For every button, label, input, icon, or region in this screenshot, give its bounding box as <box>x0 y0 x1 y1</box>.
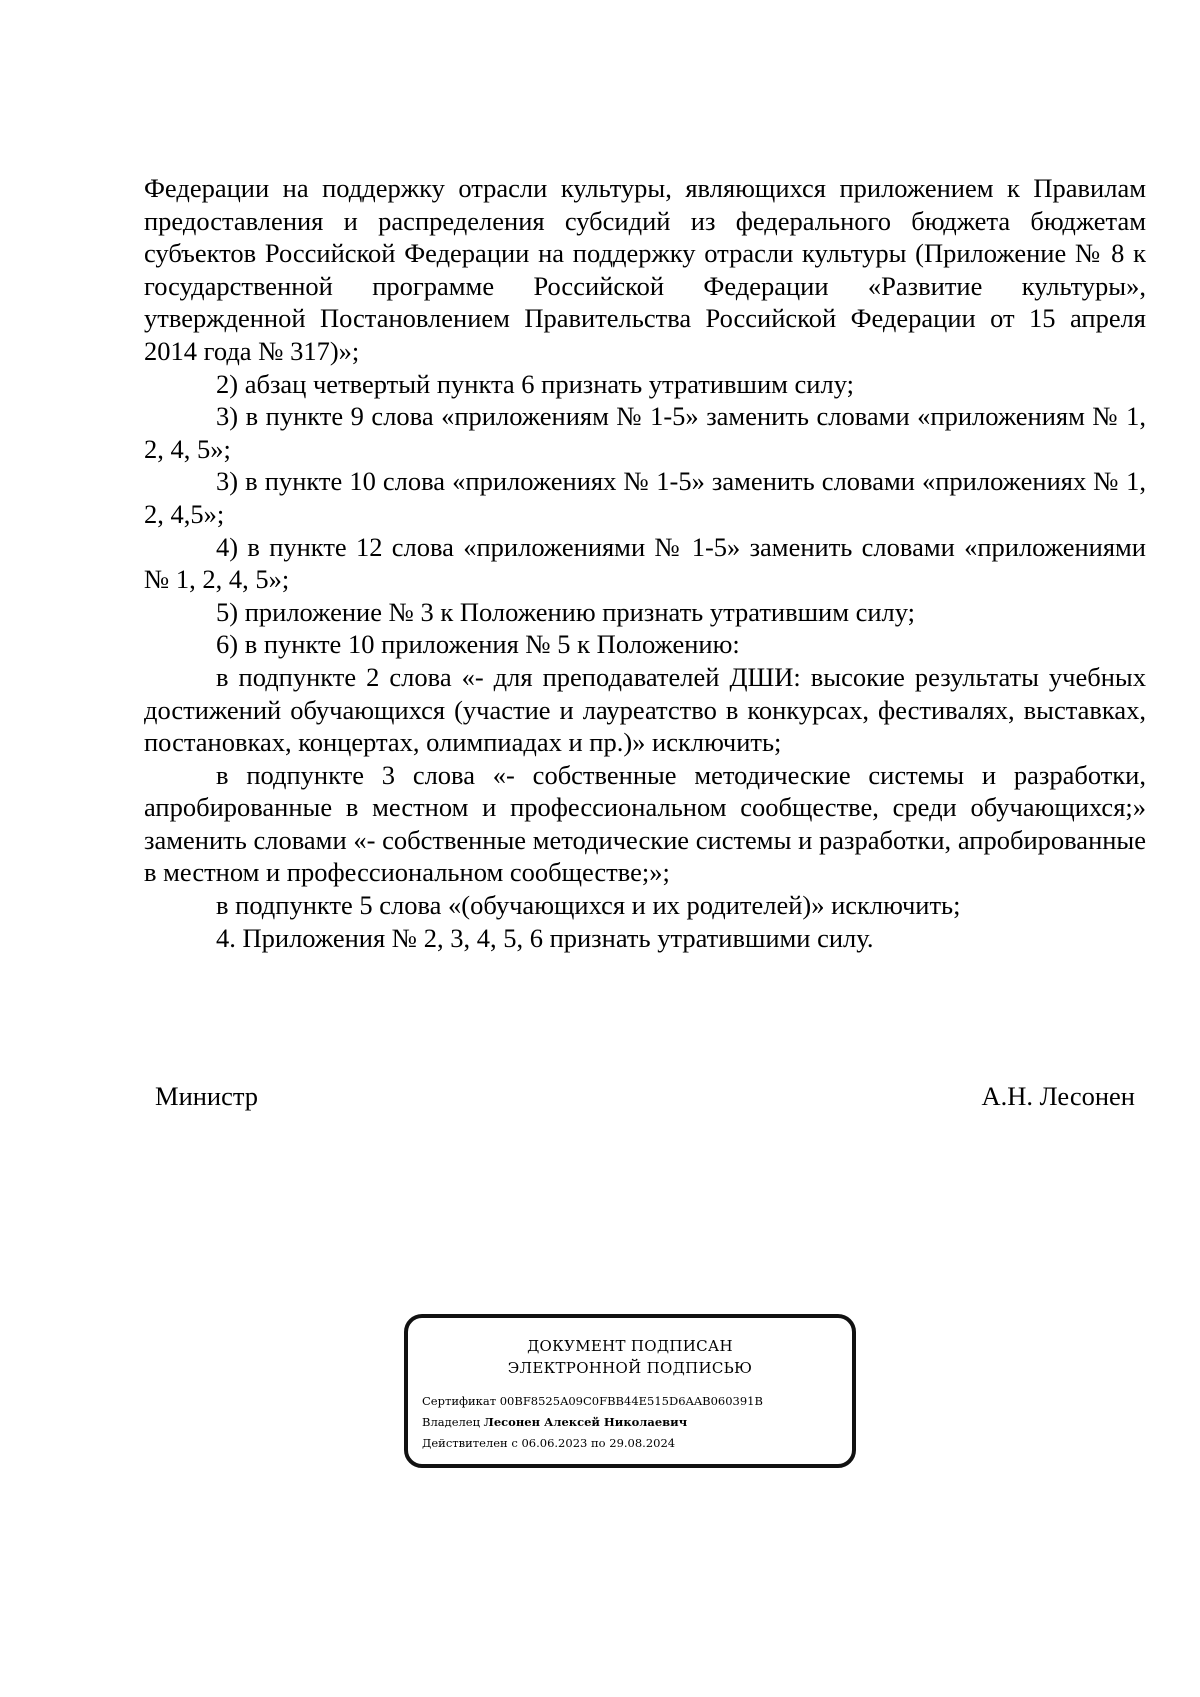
paragraph-item-3-point-10: 3) в пункте 10 слова «приложениях № 1-5» заменить словами «приложениях № 1, 2, 4,5»; <box>144 466 1146 529</box>
paragraph-subitem-3: в подпункте 3 слова «- собственные методические системы и разработки, апробированные в местном и профессиональном сообществе, среди обучающихся;» заменить словами «- собственные методические системы и разработки, апробированные в местном и профессиональном сообществе;»; <box>144 759 1146 888</box>
stamp-certificate-label: Сертификат <box>422 1394 497 1408</box>
paragraph-item-4: 4) в пункте 12 слова «приложениями № 1-5» заменить словами «приложениями № 1, 2, 4, 5»; <box>144 531 1146 595</box>
signatory-name: А.Н. Лесонен <box>981 1081 1135 1111</box>
stamp-valid-from: 06.06.2023 <box>521 1436 588 1450</box>
signatory-position: Министр <box>155 1081 259 1111</box>
stamp-valid-from-prefix: с <box>511 1436 518 1450</box>
signature-block <box>155 1080 1135 1112</box>
stamp-title-line-2: ЭЛЕКТРОННОЙ ПОДПИСЬЮ <box>507 1359 753 1377</box>
paragraph-item-2: 2) абзац четвертый пункта 6 признать утратившим силу; <box>216 368 854 399</box>
stamp-valid-to-prefix: по <box>591 1436 606 1450</box>
paragraph-item-3-point-9: 3) в пункте 9 слова «приложениям № 1-5» заменить словами «приложениям № 1, 2, 4, 5»; <box>144 401 1146 464</box>
electronic-signature-stamp <box>404 1314 856 1468</box>
stamp-certificate-value: 00BF8525A09C0FBB44E515D6AAB060391B <box>499 1394 763 1408</box>
paragraph-subitem-2: в подпункте 2 слова «- для преподавателей ДШИ: высокие результаты учебных достижений обучающихся (участие и лауреатство в конкурсах, фестивалях, выставках, постановках, концертах, олимпиадах и пр.)» исключить; <box>144 661 1146 758</box>
stamp-certificate-line <box>422 1391 852 1412</box>
document-body <box>144 172 1146 954</box>
paragraph-item-6: 6) в пункте 10 приложения № 5 к Положению: <box>216 629 740 660</box>
stamp-title <box>408 1335 852 1379</box>
paragraph-section-4: 4. Приложения № 2, 3, 4, 5, 6 признать утратившими силу. <box>216 922 874 953</box>
paragraph-subitem-5: в подпункте 5 слова «(обучающихся и их родителей)» исключить; <box>216 890 961 921</box>
paragraph-item-5: 5) приложение № 3 к Положению признать утратившим силу; <box>216 596 916 627</box>
stamp-title-line-1: ДОКУМЕНТ ПОДПИСАН <box>527 1337 733 1355</box>
stamp-valid-label: Действителен <box>422 1436 508 1450</box>
stamp-valid-to: 29.08.2024 <box>609 1436 676 1450</box>
stamp-details <box>408 1391 852 1454</box>
stamp-owner-value: Лесонен Алексей Николаевич <box>483 1415 688 1429</box>
stamp-owner-line <box>422 1412 852 1433</box>
stamp-owner-label: Владелец <box>422 1415 481 1429</box>
paragraph-continuation: Федерации на поддержку отрасли культуры, являющихся приложением к Правилам предоставления и распределения субсидий из федерального бюджета бюджетам субъектов Российской Федерации на поддержку отрасли культуры (Приложение № 8 к государственной программе Российской Федерации «Развитие культуры», утвержденной Постановлением Правительства Российской Федерации от 15 апреля 2014 года № 317)»; <box>144 173 1146 366</box>
stamp-validity-line <box>422 1433 852 1454</box>
